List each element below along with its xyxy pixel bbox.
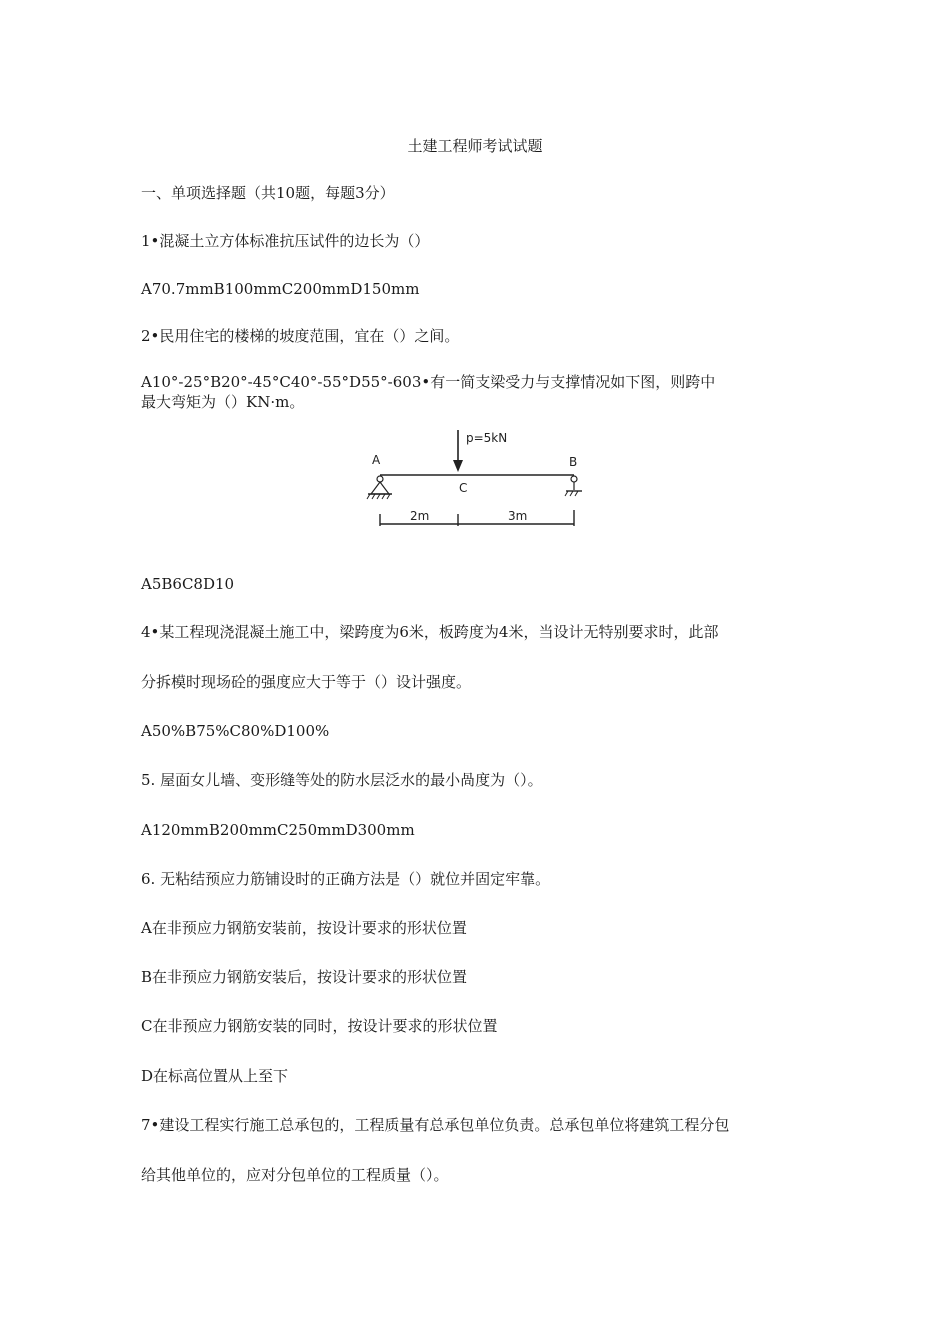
question-line: A在非预应力钢筋安装前，按设计要求的形状位置 — [141, 919, 467, 937]
span-right-label: 3m — [508, 509, 528, 523]
pin-a-triangle — [371, 482, 389, 494]
section-heading: 一、单项选择题（共10题，每题3分） — [141, 184, 395, 202]
question-line: 7•建设工程实行施工总承包的，工程质量有总承包单位负责。总承包单位将建筑工程分包 — [141, 1116, 730, 1134]
point-c-label: C — [459, 481, 468, 495]
load-arrow-head — [453, 460, 463, 472]
support-a-label: A — [372, 453, 381, 467]
question-line: D在标高位置从上至下 — [141, 1067, 289, 1085]
question-line: 1•混凝土立方体标准抗压试件的边长为（） — [141, 232, 430, 250]
question-line: A70.7mmB100mmC200mmD150mm — [141, 280, 420, 298]
beam-diagram — [358, 424, 588, 530]
question-line: 2•民用住宅的楼梯的坡度范围，宜在（）之间。 — [141, 327, 460, 345]
question-line: A120mmB200mmC250mmD300mm — [141, 821, 415, 839]
question-line: B在非预应力钢筋安装后，按设计要求的形状位置 — [141, 968, 468, 986]
question-line: 分拆模时现场砼的强度应大于等于（）设计强度。 — [141, 673, 472, 691]
page-title: 土建工程师考试试题 — [407, 137, 543, 155]
question-line: 最大弯矩为（）KN·m。 — [141, 393, 305, 411]
load-label: p=5kN — [466, 431, 508, 445]
question-line: A5B6C8D10 — [141, 575, 235, 593]
question-line: 给其他单位的，应对分包单位的工程质量（）。 — [141, 1166, 449, 1184]
question-line: 4•某工程现浇混凝土施工中，梁跨度为6米，板跨度为4米，当设计无特别要求时，此部 — [141, 623, 719, 641]
roller-b-circle — [571, 476, 577, 482]
question-line: A50%B75%C80%D100% — [141, 722, 330, 740]
question-line: C在非预应力钢筋安装的同时，按设计要求的形状位置 — [141, 1017, 498, 1035]
question-line: 6. 无粘结预应力筋铺设时的正确方法是（）就位并固定牢靠。 — [141, 870, 551, 888]
question-line: 5. 屋面女儿墙、变形缝等处的防水层泛水的最小咼度为（）。 — [141, 771, 543, 789]
question-line: A10°-25°B20°-45°C40°-55°D55°-603•有一简支梁受力与支撑情况如下图，则跨中 — [141, 373, 716, 391]
support-b-label: B — [569, 455, 578, 469]
span-left-label: 2m — [410, 509, 430, 523]
